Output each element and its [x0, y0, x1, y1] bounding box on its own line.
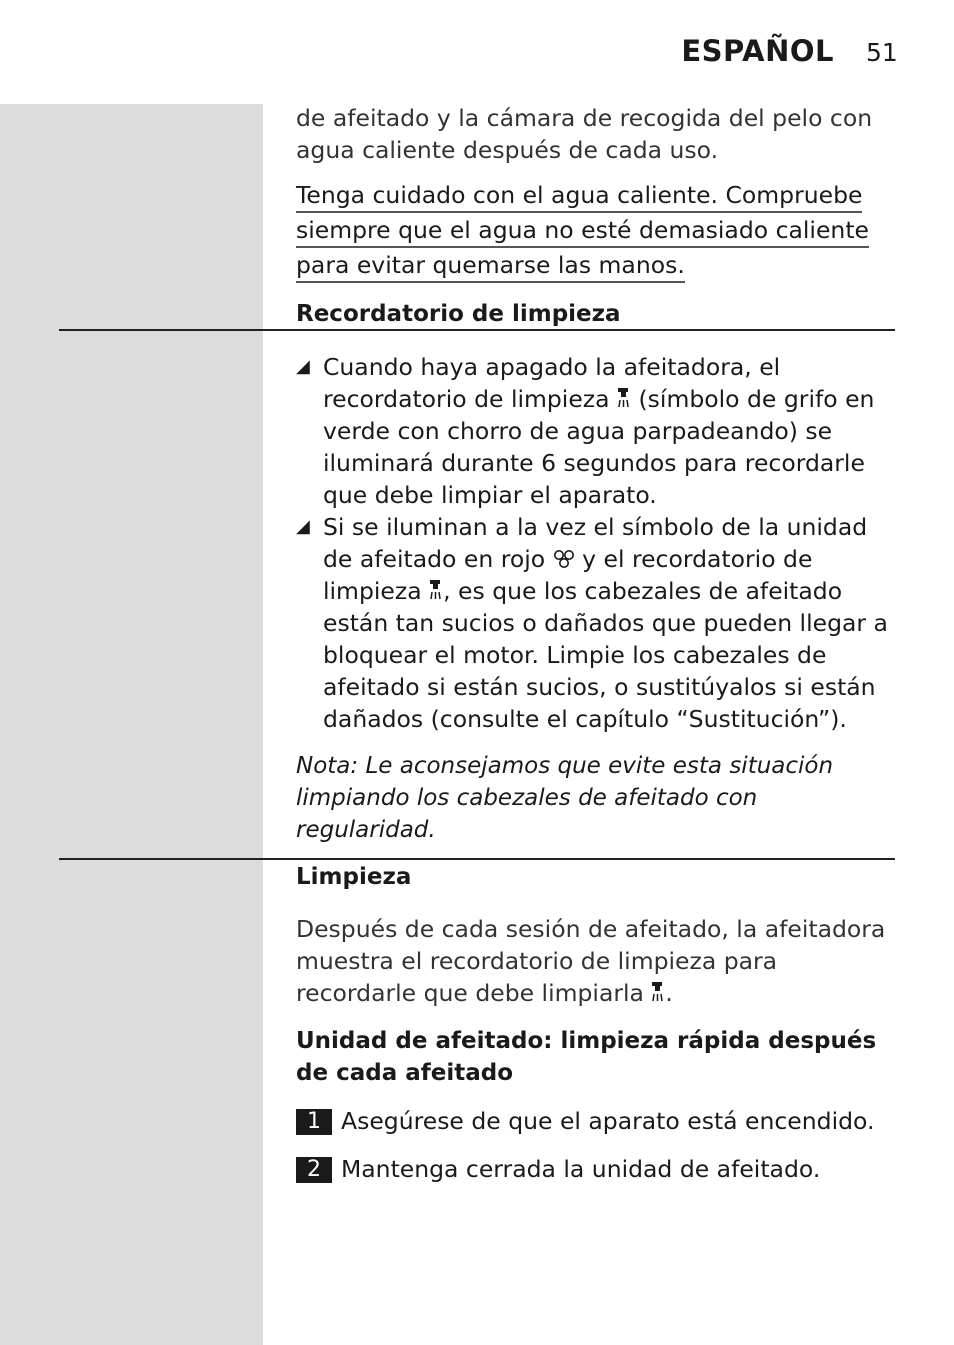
step-text: Asegúrese de que el aparato está encendido. [341, 1107, 875, 1135]
tap-icon [429, 579, 443, 601]
list-item [296, 351, 896, 511]
page-number: 51 [866, 38, 898, 67]
step-number: 2 [296, 1157, 332, 1183]
section-heading-cleaning-reminder: Recordatorio de limpieza [296, 301, 621, 327]
bullet-text: y el recordatorio de limpieza [323, 545, 813, 605]
cleaning-intro-part: . [665, 979, 673, 1007]
step-item [296, 1105, 896, 1137]
tap-icon [651, 981, 665, 1003]
warning-line: Tenga cuidado con el agua caliente. Compruebe [296, 179, 862, 213]
warning-block [296, 179, 896, 284]
bullet-text: Si se iluminan a la vez el símbolo de la unidad de afeitado en rojo [323, 513, 868, 573]
step-number: 1 [296, 1109, 332, 1135]
bullet-text: (símbolo de grifo en verde con chorro de agua parpadeando) se iluminará durante 6 segundos para recordarle que debe limpiar el aparato. [323, 385, 875, 509]
shaving-unit-icon [553, 548, 575, 570]
note-text: Nota: Le aconsejamos que evite esta situación limpiando los cabezales de afeitado con regularidad. [296, 753, 834, 843]
sidebar-gray-band [0, 104, 263, 1345]
step-text: Mantenga cerrada la unidad de afeitado. [341, 1155, 821, 1183]
step-item [296, 1153, 896, 1185]
intro-text: de afeitado y la cámara de recogida del pelo con agua caliente después de cada uso. [296, 104, 873, 164]
warning-line: siempre que el agua no esté demasiado caliente [296, 214, 869, 248]
list-item [296, 511, 896, 735]
tap-icon [617, 387, 631, 409]
subheading-quick-clean: Unidad de afeitado: limpieza rápida después de cada afeitado [296, 1028, 877, 1086]
language-label: ESPAÑOL [681, 34, 834, 68]
warning-line: para evitar quemarse las manos. [296, 249, 685, 283]
bullet-text: Cuando haya apagado la afeitadora, el recordatorio de limpieza [323, 353, 781, 413]
bullet-text: , es que los cabezales de afeitado están tan sucios o dañados que pueden llegar a bloquear el motor. Limpie los cabezales de afeitado si están sucios, o sustitúyalos si están dañados (consulte el capítulo “Sustitución”). [323, 577, 888, 733]
triangle-bullet-icon: ◢ [296, 356, 310, 377]
bullet-list [296, 351, 896, 735]
cleaning-intro-text [296, 913, 896, 1009]
triangle-bullet-icon: ◢ [296, 516, 310, 537]
main-content [296, 102, 896, 1185]
section-heading-cleaning: Limpieza [296, 864, 412, 890]
cleaning-intro-part: Después de cada sesión de afeitado, la afeitadora muestra el recordatorio de limpieza para recordarle que debe limpiarla [296, 915, 886, 1007]
